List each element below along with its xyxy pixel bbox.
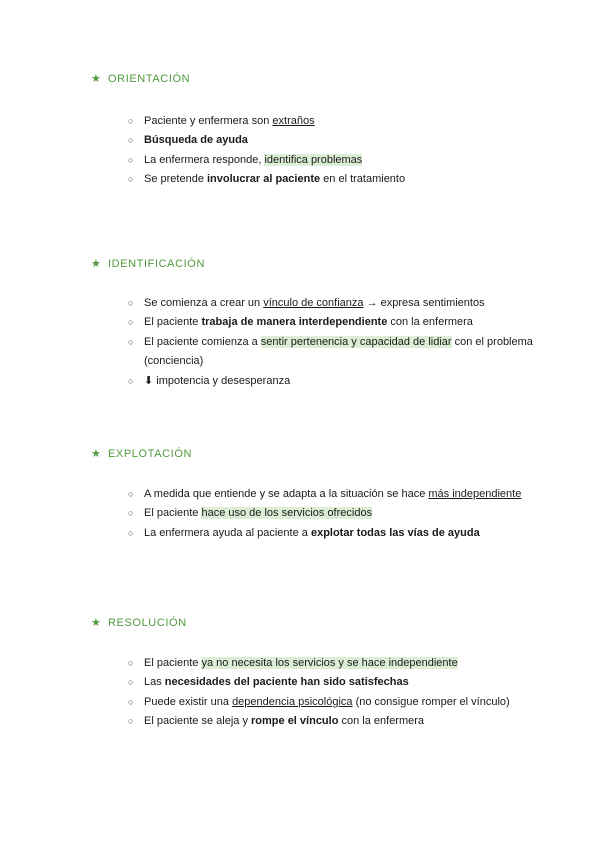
highlighted-text: identifica problemas [264,153,363,166]
underlined-text: extraños [272,115,315,127]
star-icon: ★ [91,617,102,629]
bullet-icon: ○ [128,696,134,707]
bullet-icon: ○ [128,135,134,146]
bullet-list [128,485,538,543]
highlighted-text: ya no necesita los servicios y se hace independiente [201,657,458,669]
item-text: La enfermera responde, [144,153,265,166]
bold-text: necesidades del paciente han sido satisfechas [164,676,409,689]
bullet-icon: ○ [128,677,134,688]
bold-text: explotar todas las vías de ayuda [310,526,480,539]
item-text: (no consigue romper el vínculo) [352,695,510,708]
item-text: El paciente se aleja y [144,715,252,728]
bullet-icon: ○ [128,658,134,668]
bold-text: trabaja de manera interdependiente [201,316,388,329]
list-item [128,524,538,543]
item-text: Se pretende [144,173,207,186]
bullet-icon: ○ [128,489,134,499]
underlined-text: más independiente [428,488,522,500]
item-text: El paciente comienza a [144,335,261,348]
section-heading [91,257,205,270]
bold-text: involucrar al paciente [207,173,321,186]
bullet-icon: ○ [128,154,134,165]
bullet-list [128,654,538,732]
bullet-icon: ○ [128,317,134,328]
underlined-text: vínculo de confianza [263,297,364,309]
item-text: Puede existir una [144,695,233,708]
item-text: El paciente [144,316,202,329]
list-item [128,170,538,189]
item-text: con la enfermera [387,316,473,329]
list-item [128,333,538,372]
item-text: Las [144,676,165,689]
item-text: → expresa sentimientos [363,297,485,309]
section-title: IDENTIFICACIÓN [108,258,206,270]
underlined-text: dependencia psicológica [232,695,353,708]
bullet-icon: ○ [128,336,134,347]
list-item [128,112,538,131]
bullet-icon: ○ [128,375,134,386]
bold-text: Búsqueda de ayuda [144,134,248,147]
item-text: El paciente [144,657,202,669]
list-item [128,504,538,523]
list-item [128,131,538,150]
star-icon: ★ [91,448,102,460]
list-item [128,485,538,504]
bullet-icon: ○ [128,116,134,126]
bullet-icon: ○ [128,527,134,538]
list-item [128,151,538,170]
list-item [128,654,538,673]
item-text: con la enfermera [338,715,425,728]
section-title: ORIENTACIÓN [108,73,191,85]
section-title: EXPLOTACIÓN [108,448,193,460]
list-item [128,673,538,692]
item-text: en el tratamiento [320,173,406,186]
section-title: RESOLUCIÓN [108,617,187,629]
item-text: Paciente y enfermera son [144,115,273,127]
section-heading [91,616,187,629]
bullet-icon: ○ [128,298,134,308]
list-item [128,712,538,731]
bullet-list [128,294,538,391]
bullet-icon: ○ [128,174,134,185]
list-item [128,313,538,332]
bullet-list [128,112,538,190]
item-text: El paciente [144,507,202,520]
star-icon: ★ [91,258,102,270]
bullet-icon: ○ [128,508,134,519]
list-item [128,372,538,391]
bullet-icon: ○ [128,716,134,727]
list-item [128,294,538,313]
highlighted-text: hace uso de los servicios ofrecidos [201,507,373,520]
section-heading [91,72,190,85]
section-heading [91,447,192,460]
item-text: A medida que entiende y se adapta a la situación se hace [144,488,429,500]
list-item [128,693,538,712]
item-text: con el problema (conciencia) [144,335,533,368]
item-text: ⬇ impotencia y desesperanza [144,374,291,387]
bold-text: rompe el vínculo [251,715,339,728]
item-text: Se comienza a crear un [144,297,264,309]
item-text: La enfermera ayuda al paciente a [144,526,311,539]
star-icon: ★ [91,73,102,85]
highlighted-text: sentir pertenencia y capacidad de lidiar [260,335,452,348]
